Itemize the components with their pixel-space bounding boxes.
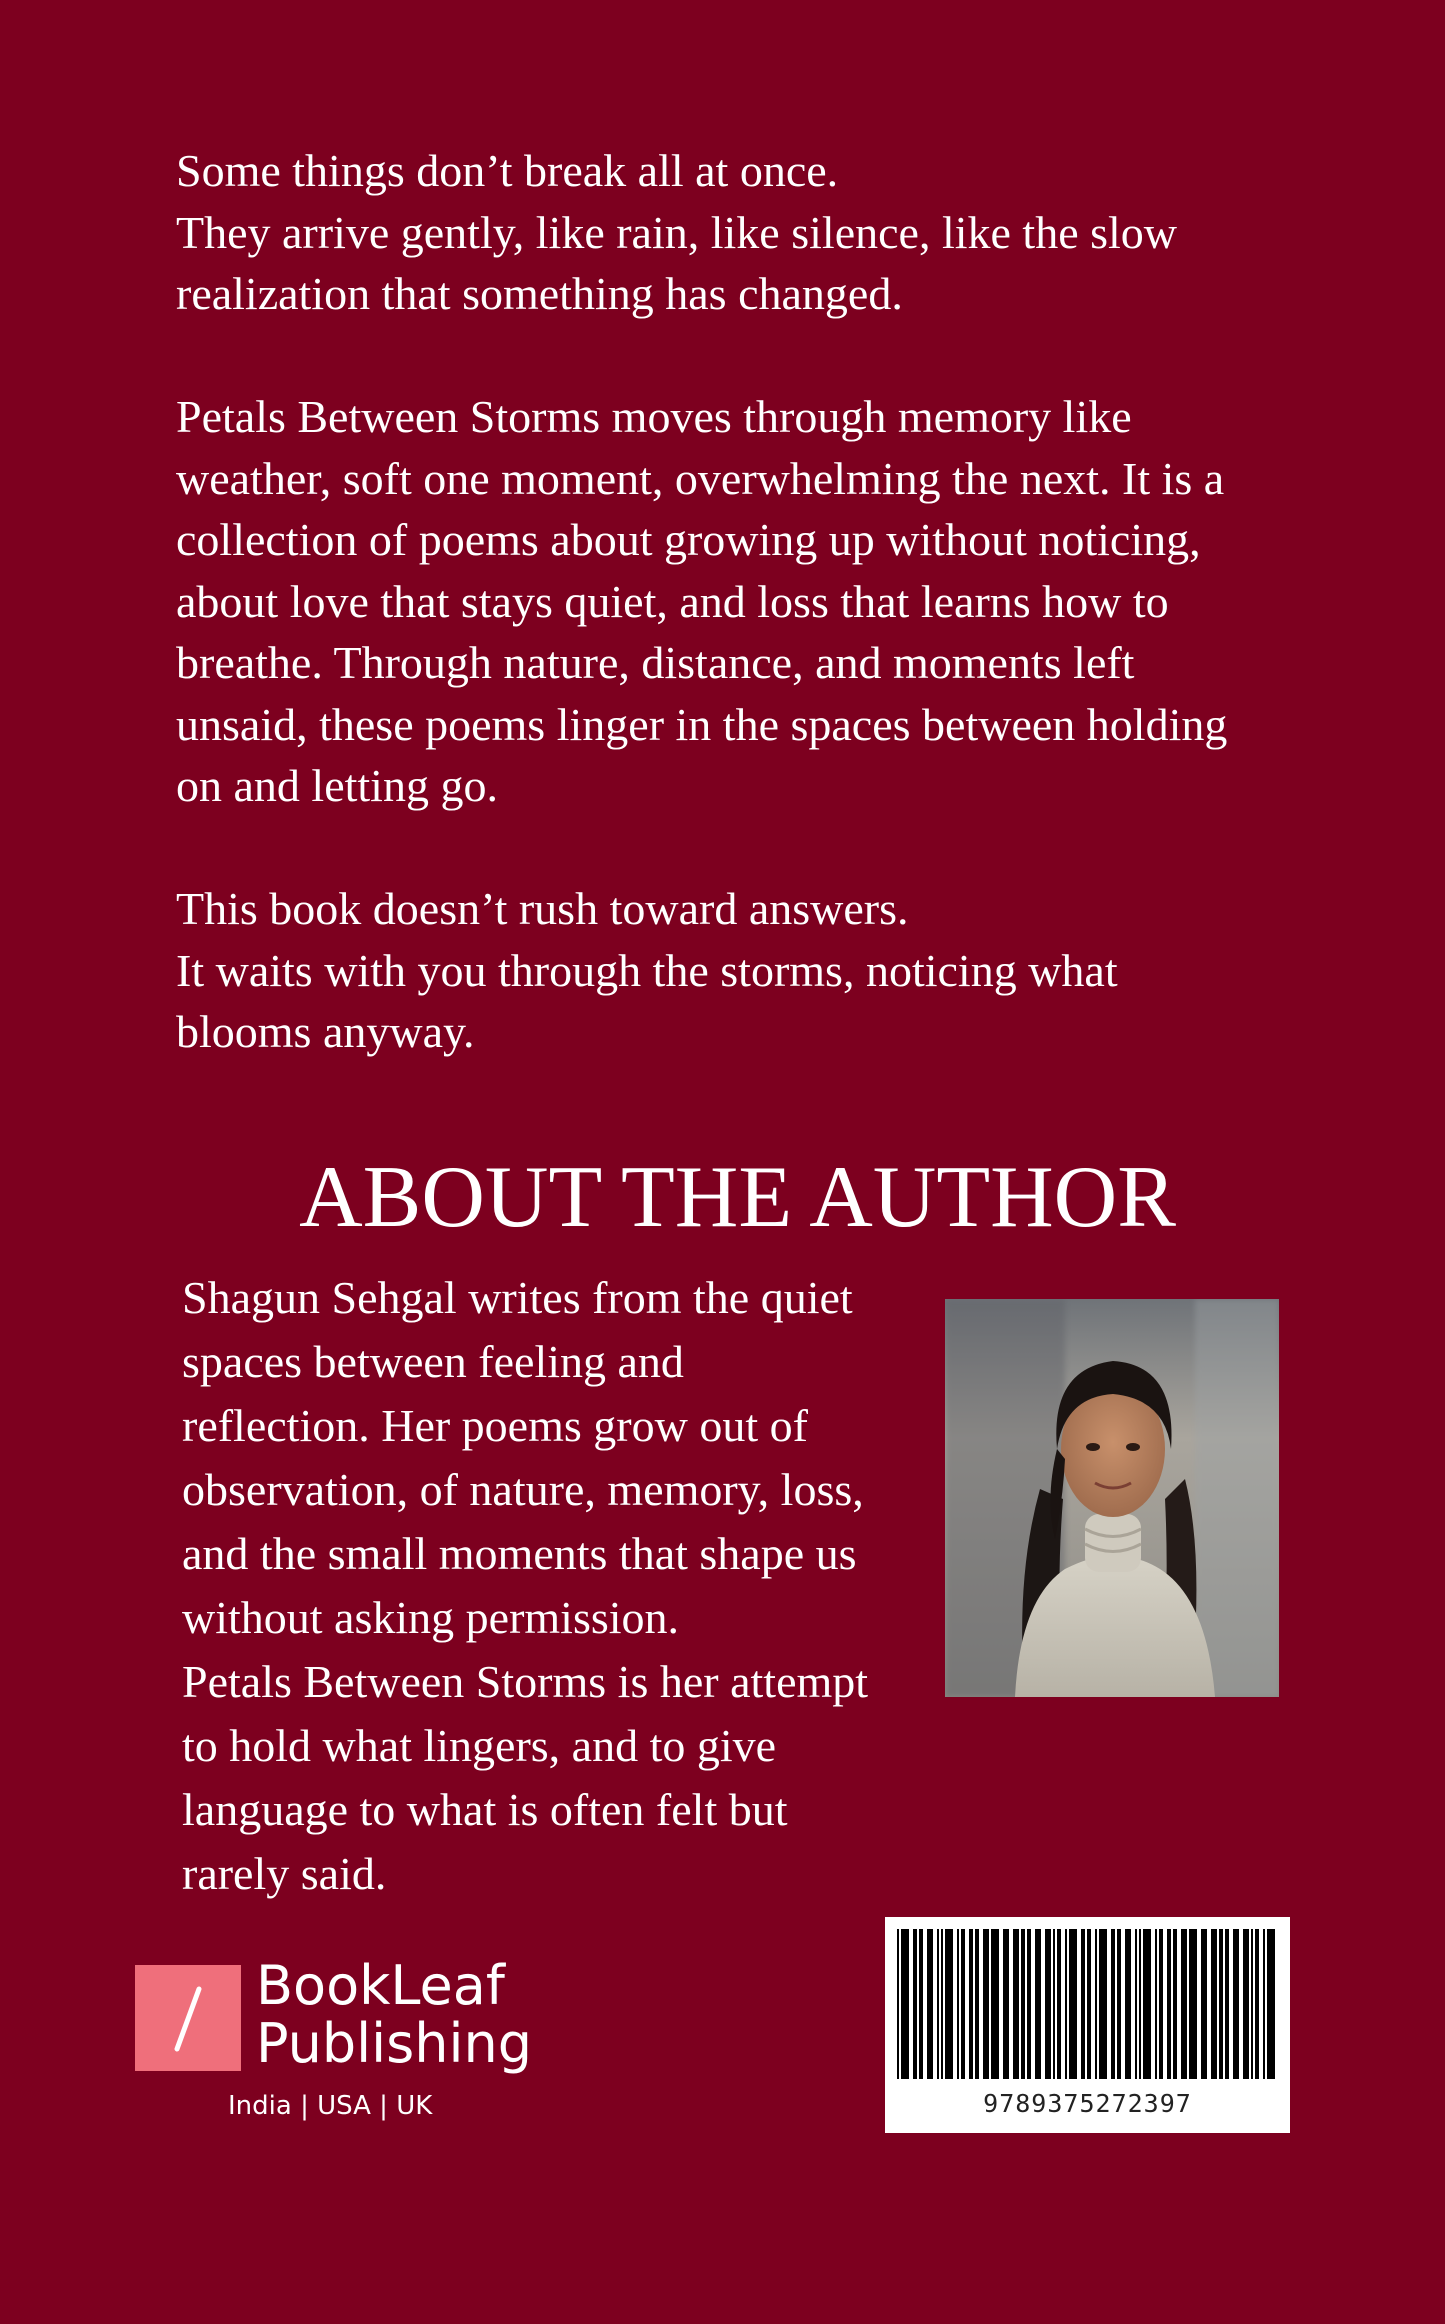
barcode-bar — [1201, 1929, 1207, 2079]
barcode-bar — [1135, 1929, 1137, 2079]
barcode-bar — [1263, 1929, 1265, 2079]
barcode-bar — [1053, 1929, 1055, 2079]
isbn-barcode — [885, 1917, 1290, 2133]
blurb-line: It waits with you through the storms, noticing what — [176, 944, 1118, 996]
blurb-line: blooms anyway. — [176, 1006, 475, 1057]
barcode-bar — [1087, 1929, 1091, 2079]
barcode-bar — [1267, 1929, 1275, 2079]
barcode-bar — [1003, 1929, 1009, 2079]
barcode-bar — [919, 1929, 923, 2079]
barcode-bar — [913, 1929, 917, 2079]
blurb-line: Petals Between Storms moves through memory like — [176, 391, 1132, 442]
barcode-bar — [1155, 1929, 1157, 2079]
isbn-number: 9789375272397 — [983, 2089, 1192, 2118]
barcode-bar — [1189, 1929, 1197, 2079]
blurb-paragraph-1 — [176, 140, 1286, 325]
barcode-bar — [1211, 1929, 1217, 2079]
blurb-paragraph-2 — [176, 386, 1286, 817]
barcode-bar — [1181, 1929, 1187, 2079]
barcode-bar — [1081, 1929, 1085, 2079]
bio-line: reflection. Her poems grow out of — [182, 1400, 808, 1451]
publisher-logo — [135, 1954, 555, 2125]
author-photo — [945, 1299, 1279, 1697]
barcode-bar — [927, 1929, 933, 2079]
bio-line: language to what is often felt but — [182, 1784, 788, 1835]
barcode-bar — [1111, 1929, 1115, 2079]
barcode-bar — [1233, 1929, 1239, 2079]
barcode-bar — [1173, 1929, 1177, 2079]
barcode-bar — [1251, 1929, 1253, 2079]
barcode-bar — [991, 1929, 999, 2079]
bio-line: rarely said. — [182, 1848, 387, 1899]
publisher-name-line-1: BookLeaf — [256, 1954, 505, 2017]
blurb-line: on and letting go. — [176, 760, 498, 811]
barcode-bar — [1219, 1929, 1223, 2079]
bio-line: and the small moments that shape us — [182, 1528, 857, 1579]
barcode-bar — [1139, 1929, 1141, 2079]
barcode-bar — [1167, 1929, 1171, 2079]
barcode-bar — [1099, 1929, 1107, 2079]
barcode-bar — [1021, 1929, 1025, 2079]
book-blurb — [176, 140, 1286, 1124]
blurb-line: This book doesn’t rush toward answers. — [176, 883, 909, 934]
blurb-line: weather, soft one moment, overwhelming the next. It is a — [176, 452, 1225, 504]
barcode-bar — [969, 1929, 973, 2079]
bio-line: to hold what lingers, and to give — [182, 1720, 777, 1771]
barcode-bar — [1125, 1929, 1131, 2079]
barcode-bars — [885, 1917, 1290, 2087]
blurb-line: realization that something has changed. — [176, 268, 903, 319]
barcode-bar — [983, 1929, 989, 2079]
barcode-bar — [975, 1929, 979, 2079]
barcode-bar — [1013, 1929, 1019, 2079]
barcode-bar — [1159, 1929, 1163, 2079]
bio-line: Petals Between Storms is her attempt — [182, 1656, 869, 1707]
barcode-bar — [941, 1929, 943, 2079]
bio-line: Shagun Sehgal writes from the quiet — [182, 1272, 853, 1323]
publisher-mark — [135, 1965, 241, 2071]
publisher-name — [256, 1954, 532, 2075]
blurb-line: They arrive gently, like rain, like silence, like the slow — [176, 206, 1178, 258]
bio-line: spaces between feeling and — [182, 1336, 684, 1387]
barcode-bar — [1255, 1929, 1259, 2079]
barcode-bar — [1045, 1929, 1051, 2079]
barcode-bar — [1143, 1929, 1151, 2079]
barcode-bar — [957, 1929, 959, 2079]
barcode-bar — [961, 1929, 965, 2079]
author-bio — [182, 1266, 942, 1906]
barcode-bar — [1035, 1929, 1041, 2079]
barcode-bar — [1117, 1929, 1121, 2079]
barcode-bar — [1095, 1929, 1097, 2079]
bio-line: observation, of nature, memory, loss, — [182, 1464, 864, 1515]
blurb-line: breathe. Through nature, distance, and moments left — [176, 637, 1135, 688]
blurb-line: about love that stays quiet, and loss that learns how to — [176, 575, 1169, 627]
publisher-regions: India | USA | UK — [228, 2091, 433, 2121]
barcode-bar — [1027, 1929, 1031, 2079]
blurb-line: Some things don’t break all at once. — [176, 145, 839, 196]
barcode-bar — [901, 1929, 909, 2079]
barcode-bar — [1225, 1929, 1229, 2079]
barcode-bar — [897, 1929, 899, 2079]
bio-line: without asking permission. — [182, 1592, 680, 1643]
barcode-bar — [1069, 1929, 1077, 2079]
blurb-line: collection of poems about growing up without noticing, — [176, 514, 1201, 565]
barcode-bar — [937, 1929, 939, 2079]
blurb-paragraph-3 — [176, 878, 1286, 1063]
blurb-line: unsaid, these poems linger in the spaces between holding — [176, 698, 1228, 750]
barcode-bar — [945, 1929, 953, 2079]
barcode-bar — [1243, 1929, 1249, 2079]
publisher-name-line-2: Publishing — [256, 2012, 532, 2075]
barcode-bar — [1065, 1929, 1067, 2079]
barcode-bar — [1057, 1929, 1061, 2079]
about-author-heading: ABOUT THE AUTHOR — [299, 1149, 1176, 1246]
